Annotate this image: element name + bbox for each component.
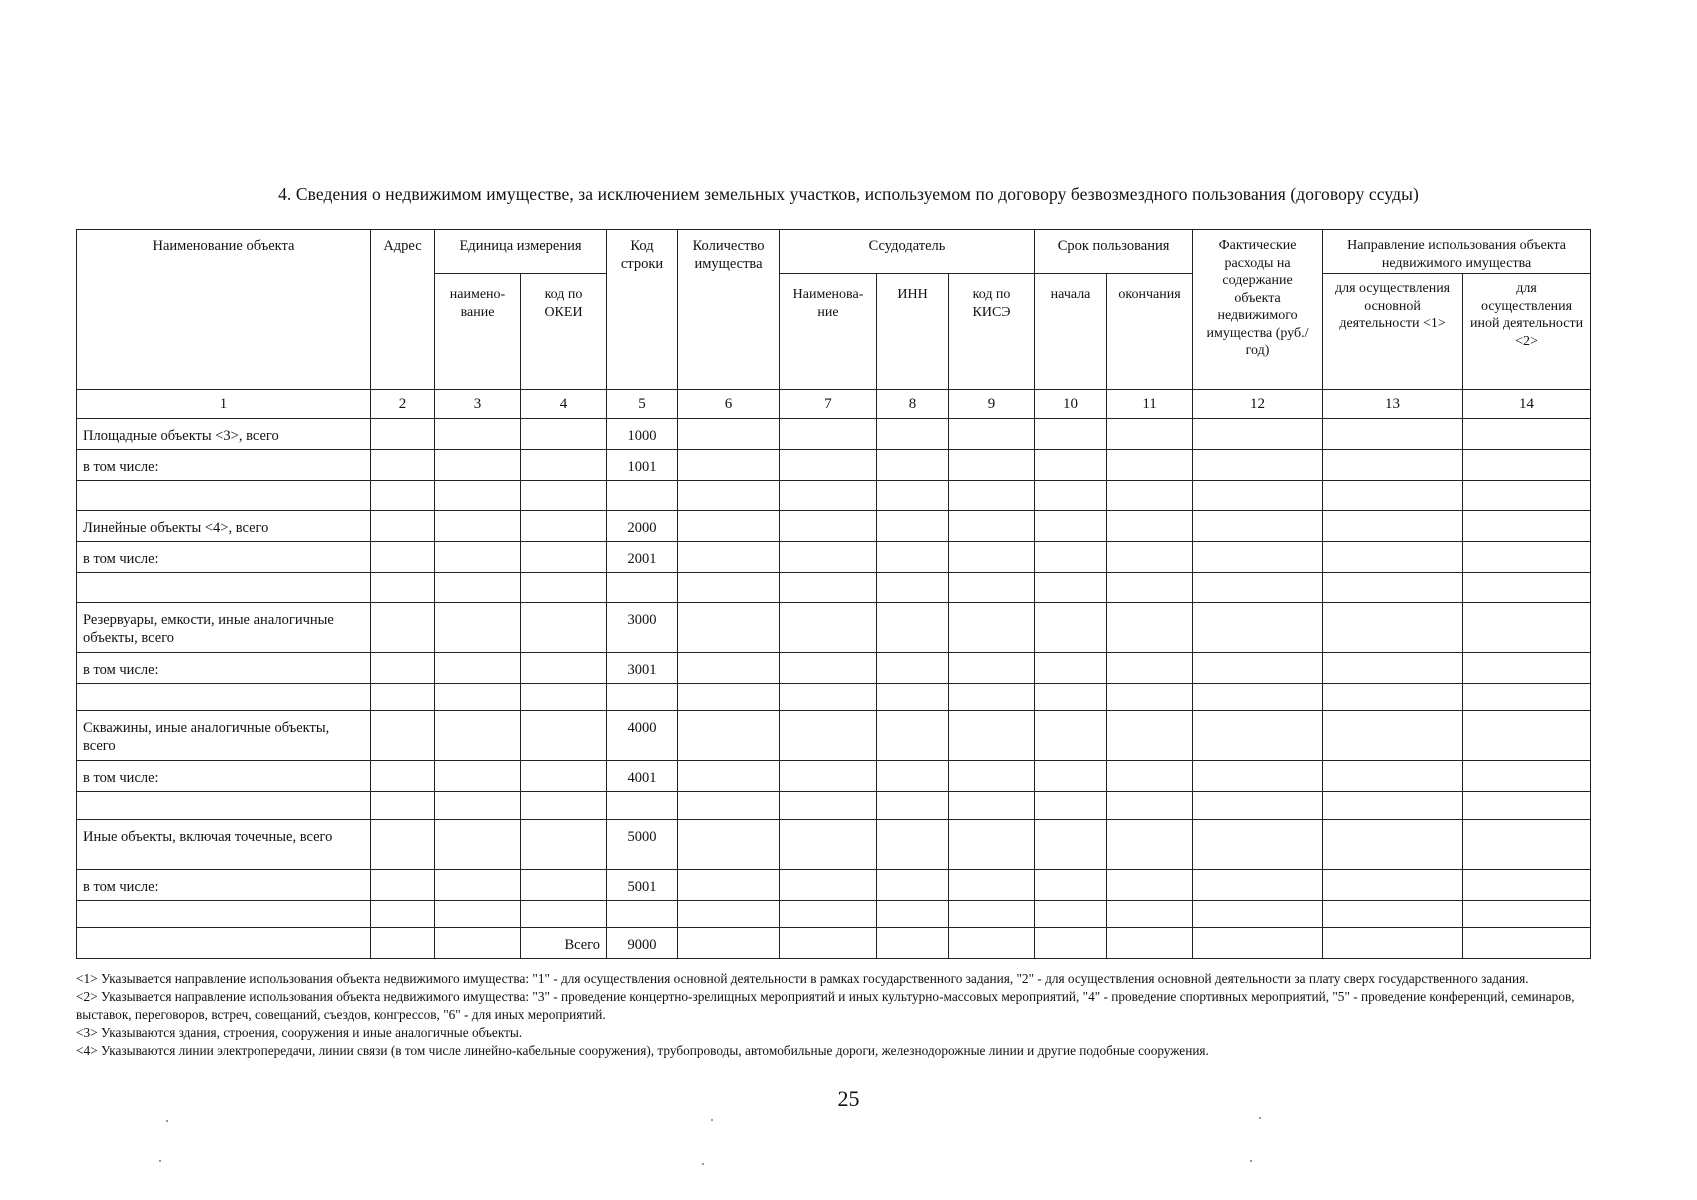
table-cell <box>1193 684 1323 711</box>
table-cell <box>877 542 949 573</box>
table-row <box>77 711 1591 761</box>
header-usage-other: для осуществления иной деятельности <2> <box>1463 274 1591 390</box>
table-cell <box>1107 573 1193 603</box>
table-cell <box>949 901 1035 928</box>
table-row <box>77 870 1591 901</box>
page-number: 25 <box>837 1086 860 1111</box>
table-cell <box>1463 511 1591 542</box>
scan-speck <box>1259 1117 1261 1119</box>
table-cell <box>521 603 607 653</box>
table-cell <box>1323 820 1463 870</box>
column-number: 1 <box>77 390 371 419</box>
table-cell <box>780 542 877 573</box>
row-object-name: в том числе: <box>77 542 371 573</box>
table-cell <box>1107 653 1193 684</box>
row-object-name: Линейные объекты <4>, всего <box>77 511 371 542</box>
table-cell <box>371 684 435 711</box>
table-cell <box>1107 450 1193 481</box>
table-cell <box>1463 542 1591 573</box>
table-cell <box>1463 870 1591 901</box>
table-row <box>77 653 1591 684</box>
table-cell <box>1323 711 1463 761</box>
table-cell <box>1193 711 1323 761</box>
footnote: <2> Указывается направление использования объекта недвижимого имущества: "3" - проведение концертно-зрелищных мероприятий и иных культурно-массовых мероприятий, "4" - проведение спортивных мероприятий, "5" - проведение конференций, семинаров, выставок, переговоров, встреч, совещаний, съездов, конгрессов, "6" - для иных мероприятий. <box>76 989 1575 1022</box>
column-number: 12 <box>1193 390 1323 419</box>
row-object-name <box>77 684 371 711</box>
table-cell <box>678 761 780 792</box>
table-cell <box>1463 419 1591 450</box>
header-lender: Ссудодатель <box>780 230 1035 274</box>
row-object-name: в том числе: <box>77 870 371 901</box>
table-cell <box>1107 761 1193 792</box>
table-cell <box>1035 419 1107 450</box>
header-unit: Единица измерения <box>435 230 607 274</box>
header-unit-okei: код по ОКЕИ <box>521 274 607 390</box>
row-object-name: в том числе: <box>77 761 371 792</box>
table-cell <box>1193 901 1323 928</box>
table-cell <box>371 573 435 603</box>
table-cell <box>1035 928 1107 959</box>
table-cell <box>678 792 780 820</box>
table-cell <box>435 711 521 761</box>
table-cell <box>435 542 521 573</box>
column-number: 9 <box>949 390 1035 419</box>
table-cell <box>1035 684 1107 711</box>
table-cell <box>678 450 780 481</box>
table-cell <box>1193 419 1323 450</box>
row-object-name: Резервуары, емкости, иные аналогичные объекты, всего <box>77 603 371 653</box>
table-cell <box>877 761 949 792</box>
row-code <box>607 901 678 928</box>
table-cell <box>780 511 877 542</box>
table-cell <box>521 419 607 450</box>
table-cell <box>1463 928 1591 959</box>
table-cell <box>678 603 780 653</box>
table-cell <box>1107 684 1193 711</box>
table-cell <box>521 901 607 928</box>
column-number: 13 <box>1323 390 1463 419</box>
header-lender-name: Наименова- ние <box>780 274 877 390</box>
table-cell <box>1463 901 1591 928</box>
row-code: 5000 <box>607 820 678 870</box>
table-cell <box>1035 711 1107 761</box>
table-cell <box>371 511 435 542</box>
table-cell <box>371 792 435 820</box>
table-cell <box>1323 792 1463 820</box>
header-object-name: Наименование объекта <box>77 230 371 390</box>
header-term-start: начала <box>1035 274 1107 390</box>
table-cell <box>1193 653 1323 684</box>
row-object-name: Площадные объекты <3>, всего <box>77 419 371 450</box>
table-cell <box>877 653 949 684</box>
table-cell <box>435 928 521 959</box>
table-cell <box>1107 481 1193 511</box>
table-cell <box>678 901 780 928</box>
header-lender-kise: код по КИСЭ <box>949 274 1035 390</box>
table-cell <box>1035 792 1107 820</box>
table-cell <box>371 870 435 901</box>
table-cell <box>1323 761 1463 792</box>
table-cell <box>678 684 780 711</box>
table-cell <box>521 542 607 573</box>
table-cell <box>678 870 780 901</box>
table-cell <box>435 870 521 901</box>
row-code: 3001 <box>607 653 678 684</box>
row-object-name: в том числе: <box>77 450 371 481</box>
table-cell <box>780 870 877 901</box>
column-number: 2 <box>371 390 435 419</box>
table-cell <box>1463 820 1591 870</box>
scan-speck <box>1250 1160 1252 1162</box>
table-cell <box>949 870 1035 901</box>
table-cell <box>1323 870 1463 901</box>
table-cell <box>371 928 435 959</box>
table-cell <box>1463 603 1591 653</box>
header-quantity: Количество имущества <box>678 230 780 390</box>
table-cell <box>371 603 435 653</box>
table-row <box>77 901 1591 928</box>
table-cell <box>521 511 607 542</box>
table-cell <box>780 711 877 761</box>
table-cell <box>435 901 521 928</box>
table-cell <box>877 870 949 901</box>
column-number: 10 <box>1035 390 1107 419</box>
table-cell <box>1107 603 1193 653</box>
table-cell <box>1323 928 1463 959</box>
table-cell <box>1035 870 1107 901</box>
table-cell <box>1107 711 1193 761</box>
table-cell <box>877 928 949 959</box>
table-cell <box>1193 761 1323 792</box>
table-cell <box>435 603 521 653</box>
total-row <box>77 928 1591 959</box>
table-cell <box>371 419 435 450</box>
table-cell <box>877 603 949 653</box>
scan-speck <box>711 1119 713 1121</box>
table-cell <box>678 542 780 573</box>
table-cell <box>877 511 949 542</box>
header-unit-name: наимено- вание <box>435 274 521 390</box>
table-cell <box>521 653 607 684</box>
table-cell <box>521 481 607 511</box>
table-cell <box>371 653 435 684</box>
column-number: 5 <box>607 390 678 419</box>
page-title: 4. Сведения о недвижимом имуществе, за исключением земельных участков, используемом по договору безвозмездного пользования (договору ссуды) <box>278 184 1419 204</box>
table-cell <box>678 928 780 959</box>
table-cell <box>435 653 521 684</box>
table-cell <box>1107 792 1193 820</box>
table-cell <box>1035 761 1107 792</box>
table-cell <box>1463 761 1591 792</box>
table-cell <box>1193 450 1323 481</box>
table-cell <box>949 820 1035 870</box>
column-number: 4 <box>521 390 607 419</box>
scan-speck <box>159 1160 161 1162</box>
footnotes <box>76 970 1606 1060</box>
table-cell <box>949 481 1035 511</box>
table-cell <box>678 511 780 542</box>
footnote: <1> Указывается направление использования объекта недвижимого имущества: "1" - для осуществления основной деятельности в рамках государственного задания, "2" - для осуществления основной деятельности за плату сверх государственного задания. <box>76 971 1529 986</box>
table-cell <box>371 901 435 928</box>
table-cell <box>435 684 521 711</box>
row-object-name <box>77 901 371 928</box>
table-cell <box>678 711 780 761</box>
table-row <box>77 761 1591 792</box>
table-cell <box>1107 901 1193 928</box>
table-cell <box>435 792 521 820</box>
table-cell <box>435 511 521 542</box>
header-usage: Направление использования объекта недвижимого имущества <box>1323 230 1591 274</box>
table-cell <box>780 481 877 511</box>
table-row <box>77 419 1591 450</box>
table-cell <box>1193 792 1323 820</box>
table-cell <box>435 419 521 450</box>
table-cell <box>780 761 877 792</box>
table-row <box>77 481 1591 511</box>
table-cell <box>1035 481 1107 511</box>
table-cell <box>371 481 435 511</box>
table-cell <box>1035 573 1107 603</box>
table-cell <box>1193 870 1323 901</box>
table-cell <box>1193 928 1323 959</box>
table-cell <box>1035 653 1107 684</box>
table-cell <box>1323 511 1463 542</box>
table-cell <box>1323 653 1463 684</box>
table-cell <box>371 820 435 870</box>
table-cell <box>949 603 1035 653</box>
table-cell <box>949 511 1035 542</box>
table-cell <box>949 684 1035 711</box>
row-code: 4001 <box>607 761 678 792</box>
header-usage-main: для осуществления основной деятельности <1> <box>1323 274 1463 390</box>
row-code <box>607 792 678 820</box>
header-term: Срок пользования <box>1035 230 1193 274</box>
table-cell <box>1193 511 1323 542</box>
table-cell <box>521 761 607 792</box>
row-code: 2001 <box>607 542 678 573</box>
row-code <box>607 481 678 511</box>
table-cell <box>678 481 780 511</box>
header-term-end: окончания <box>1107 274 1193 390</box>
table-cell <box>949 450 1035 481</box>
table-cell <box>780 901 877 928</box>
table-cell <box>877 792 949 820</box>
header-expenses: Фактические расходы на содержание объекта недвижимого имущества (руб./год) <box>1193 230 1323 390</box>
table-cell <box>371 711 435 761</box>
total-label: Всего <box>521 928 607 959</box>
table-cell <box>780 928 877 959</box>
table-cell <box>1323 542 1463 573</box>
column-number: 11 <box>1107 390 1193 419</box>
table-cell <box>949 653 1035 684</box>
table-cell <box>949 542 1035 573</box>
table-cell <box>1035 542 1107 573</box>
row-object-name: Скважины, иные аналогичные объекты, всего <box>77 711 371 761</box>
table-cell <box>1107 928 1193 959</box>
table-cell <box>780 573 877 603</box>
table-cell <box>521 820 607 870</box>
row-code: 1000 <box>607 419 678 450</box>
header-address: Адрес <box>371 230 435 390</box>
table-cell <box>780 653 877 684</box>
table-cell <box>521 711 607 761</box>
table-cell <box>1035 603 1107 653</box>
table-cell <box>678 419 780 450</box>
table-cell <box>949 711 1035 761</box>
table-cell <box>1107 820 1193 870</box>
table-row <box>77 450 1591 481</box>
table-cell <box>949 419 1035 450</box>
table-cell <box>1323 481 1463 511</box>
row-code: 3000 <box>607 603 678 653</box>
table-row <box>77 603 1591 653</box>
header-lender-inn: ИНН <box>877 274 949 390</box>
row-object-name: в том числе: <box>77 653 371 684</box>
table-cell <box>678 820 780 870</box>
table-cell <box>435 450 521 481</box>
table-cell <box>877 711 949 761</box>
table-cell <box>1463 684 1591 711</box>
table-cell <box>1193 573 1323 603</box>
header-row-code: Код строки <box>607 230 678 390</box>
table-cell <box>371 761 435 792</box>
table-cell <box>1193 820 1323 870</box>
table-cell <box>780 419 877 450</box>
table-cell <box>1035 820 1107 870</box>
table-cell <box>1035 511 1107 542</box>
total-code: 9000 <box>607 928 678 959</box>
table-cell <box>521 573 607 603</box>
row-code: 4000 <box>607 711 678 761</box>
row-code <box>607 573 678 603</box>
column-number: 6 <box>678 390 780 419</box>
table-cell <box>877 820 949 870</box>
row-object-name: Иные объекты, включая точечные, всего <box>77 820 371 870</box>
footnote: <4> Указываются линии электропередачи, линии связи (в том числе линейно-кабельные сооружения), трубопроводы, автомобильные дороги, железнодорожные линии и другие подобные сооружения. <box>76 1043 1209 1058</box>
table-cell <box>1463 792 1591 820</box>
table-cell <box>1107 870 1193 901</box>
column-number: 7 <box>780 390 877 419</box>
table-cell <box>1323 573 1463 603</box>
table-cell <box>1463 481 1591 511</box>
table-cell <box>678 573 780 603</box>
column-number: 8 <box>877 390 949 419</box>
table-cell <box>1035 450 1107 481</box>
table-row <box>77 573 1591 603</box>
table-cell <box>371 450 435 481</box>
table-cell <box>1193 481 1323 511</box>
column-numbers-row <box>77 390 1591 419</box>
table-cell <box>77 928 371 959</box>
table-cell <box>1323 901 1463 928</box>
row-code: 5001 <box>607 870 678 901</box>
table-cell <box>1035 901 1107 928</box>
table-cell <box>780 684 877 711</box>
table-cell <box>877 450 949 481</box>
table-row <box>77 511 1591 542</box>
table-cell <box>371 542 435 573</box>
row-object-name <box>77 573 371 603</box>
table-cell <box>949 792 1035 820</box>
table-cell <box>435 820 521 870</box>
table-cell <box>521 792 607 820</box>
table-cell <box>949 573 1035 603</box>
column-number: 3 <box>435 390 521 419</box>
table-cell <box>521 870 607 901</box>
row-code: 2000 <box>607 511 678 542</box>
table-cell <box>877 901 949 928</box>
table-cell <box>435 761 521 792</box>
table-cell <box>1323 603 1463 653</box>
table-cell <box>1463 653 1591 684</box>
table-cell <box>949 928 1035 959</box>
table-cell <box>877 684 949 711</box>
table-cell <box>1323 419 1463 450</box>
table-cell <box>877 481 949 511</box>
row-code: 1001 <box>607 450 678 481</box>
table-row <box>77 542 1591 573</box>
column-number: 14 <box>1463 390 1591 419</box>
table-cell <box>1323 684 1463 711</box>
row-object-name <box>77 481 371 511</box>
table-cell <box>1107 419 1193 450</box>
table-row <box>77 820 1591 870</box>
table-cell <box>1193 603 1323 653</box>
scan-speck <box>702 1163 704 1165</box>
property-table <box>76 229 1591 959</box>
table-cell <box>1107 511 1193 542</box>
table-cell <box>1463 573 1591 603</box>
table-cell <box>877 419 949 450</box>
scan-speck <box>166 1120 168 1122</box>
table-cell <box>949 761 1035 792</box>
table-row <box>77 684 1591 711</box>
table-cell <box>1107 542 1193 573</box>
table-cell <box>1193 542 1323 573</box>
table-cell <box>1463 711 1591 761</box>
table-cell <box>877 573 949 603</box>
row-code <box>607 684 678 711</box>
footnote: <3> Указываются здания, строения, сооружения и иные аналогичные объекты. <box>76 1025 523 1040</box>
table-cell <box>435 573 521 603</box>
row-object-name <box>77 792 371 820</box>
table-cell <box>521 684 607 711</box>
table-cell <box>435 481 521 511</box>
table-cell <box>521 450 607 481</box>
table-cell <box>780 820 877 870</box>
table-cell <box>1463 450 1591 481</box>
table-cell <box>780 450 877 481</box>
table-cell <box>780 792 877 820</box>
table-cell <box>1323 450 1463 481</box>
table-cell <box>780 603 877 653</box>
table-cell <box>678 653 780 684</box>
table-row <box>77 792 1591 820</box>
